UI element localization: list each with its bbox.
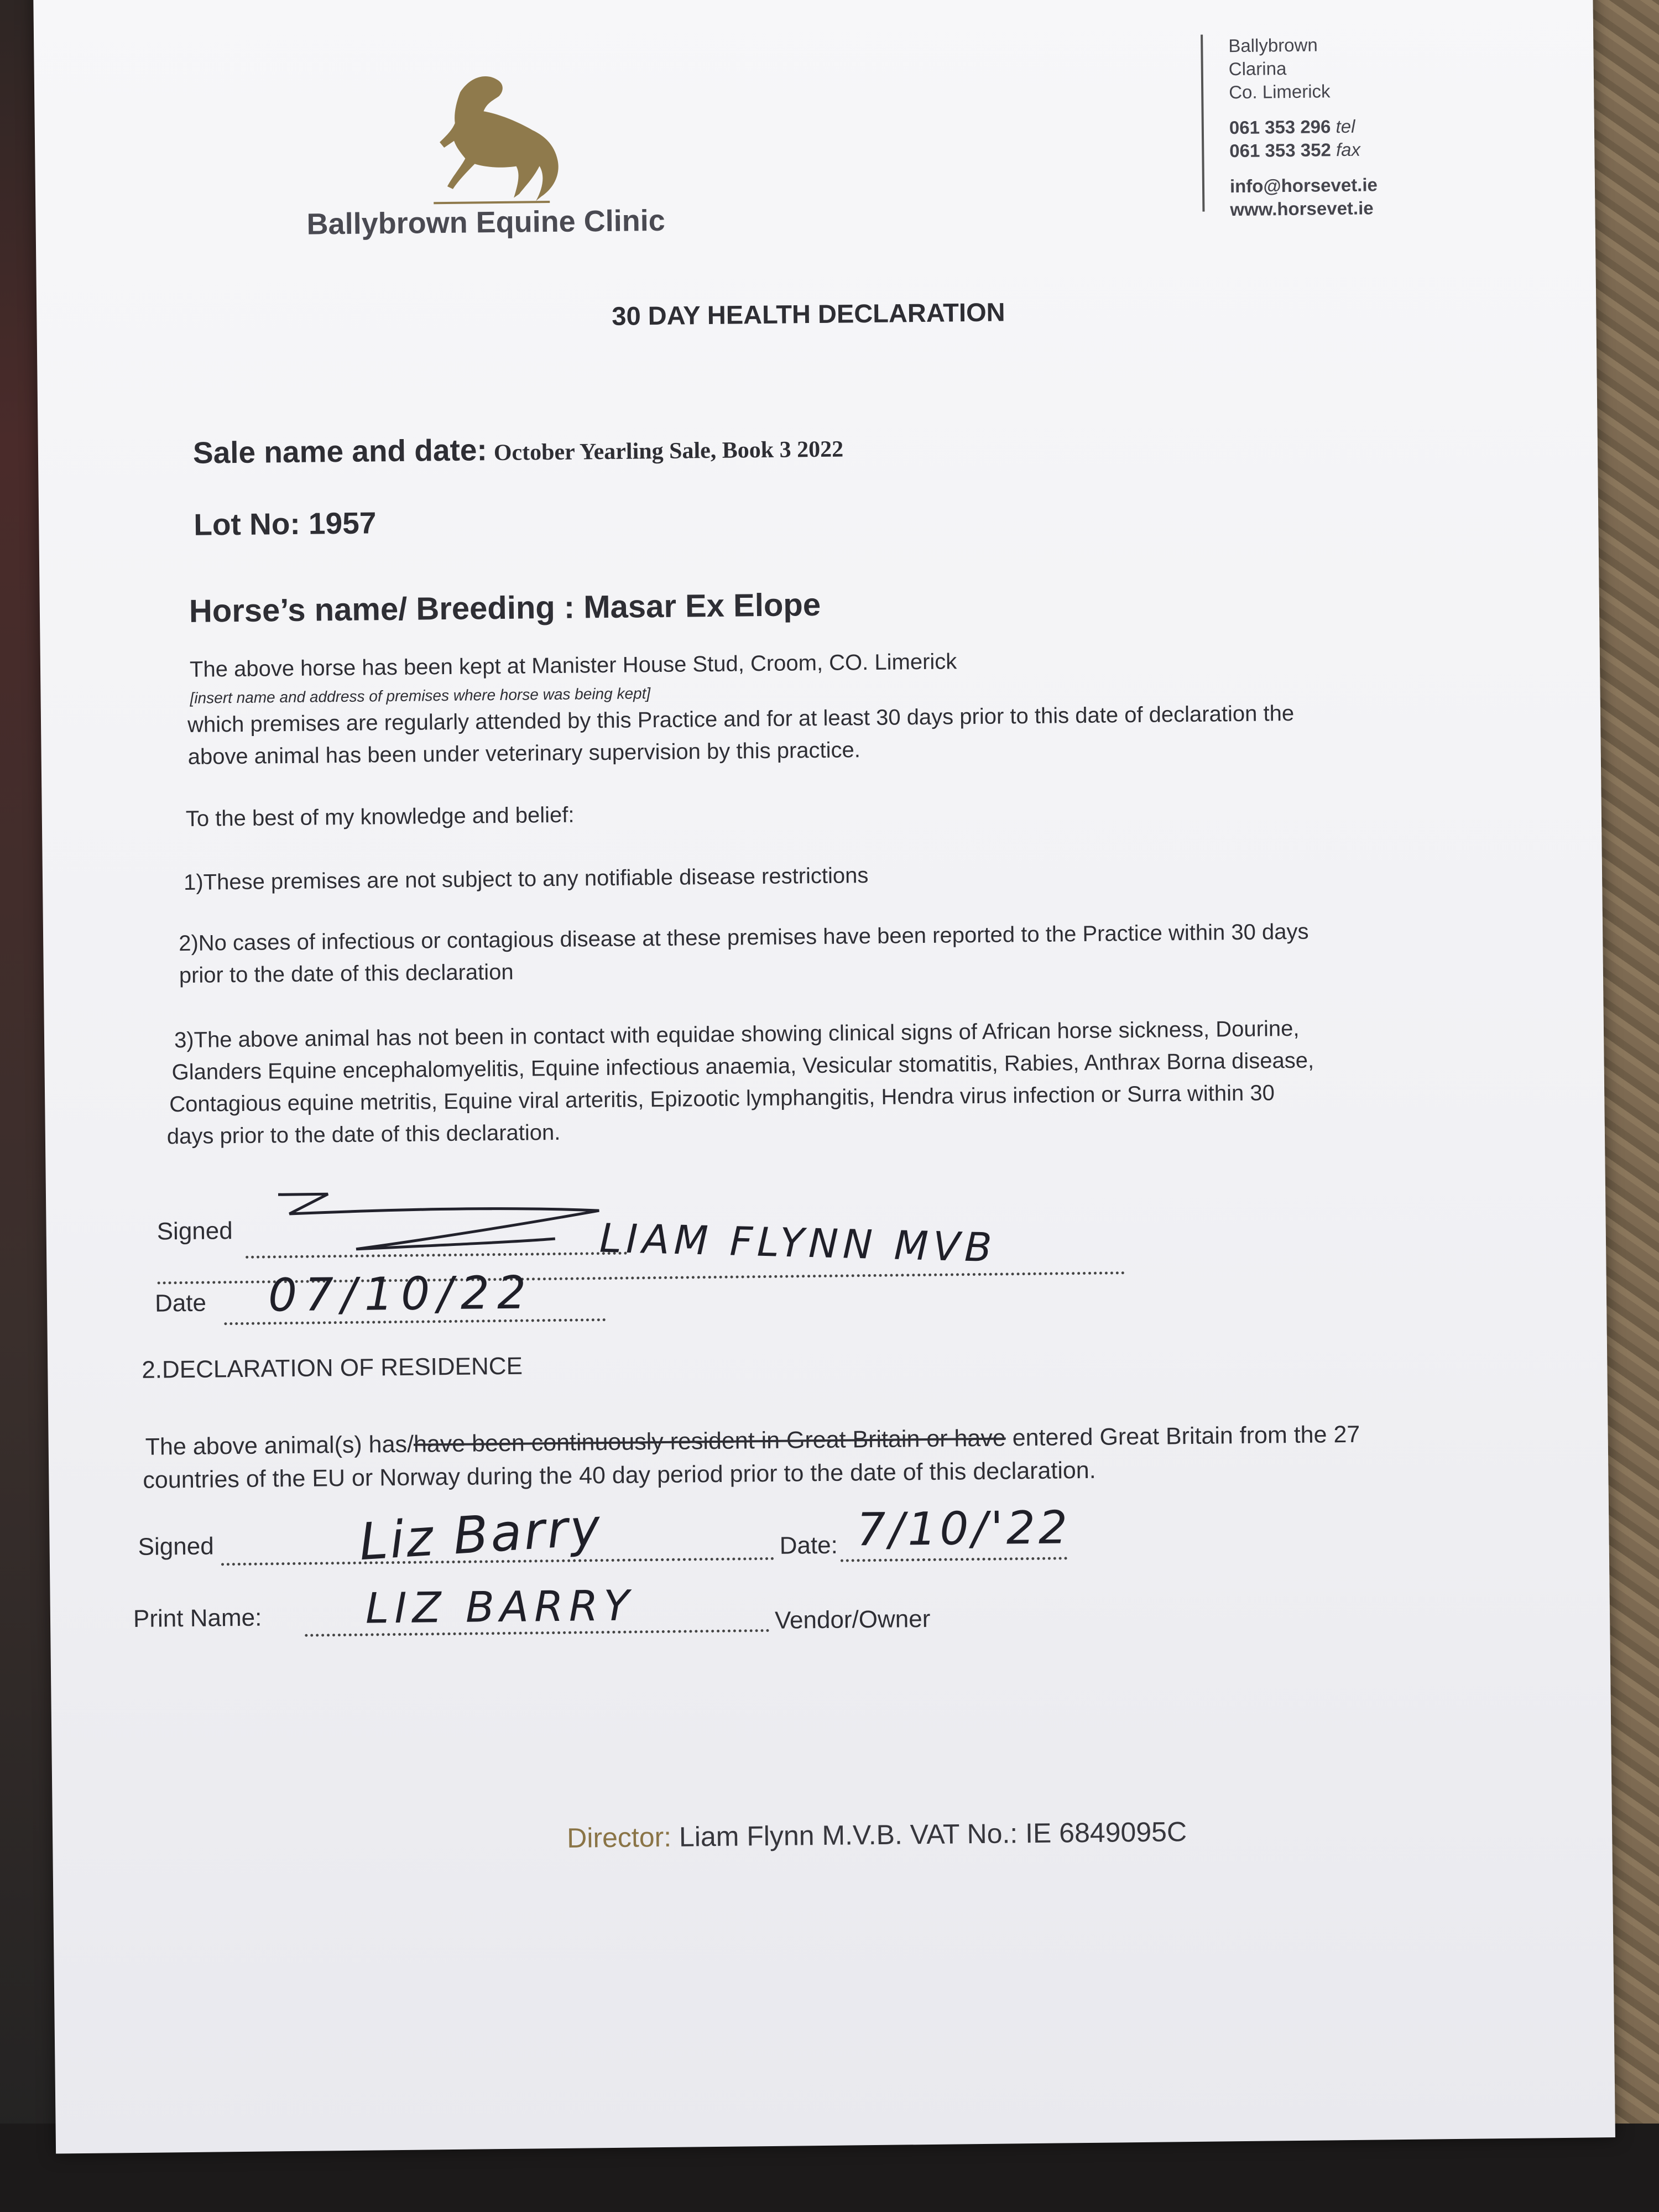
residence-title: 2.DECLARATION OF RESIDENCE <box>142 1352 523 1384</box>
vet-signed-label: Signed <box>156 1217 233 1245</box>
address-line: Co. Limerick <box>1229 81 1331 103</box>
vet-signature-scribble <box>267 1185 644 1261</box>
clause-3-line-4: days prior to the date of this declaration. <box>166 1120 561 1149</box>
residence-text-end: entered Great Britain from the 27 <box>1005 1421 1360 1452</box>
residence-line-1 <box>145 1418 1360 1463</box>
address-line: Ballybrown <box>1228 34 1318 56</box>
phone-line <box>1229 114 1377 139</box>
clinic-name: Ballybrown Equine Clinic <box>306 204 665 241</box>
sale-label: Sale name and date: <box>192 432 488 470</box>
fax-label: fax <box>1335 139 1361 160</box>
horse-name: Horse’s name/ Breeding : Masar Ex Elope <box>189 586 821 629</box>
clause-3-line-2: Glanders Equine encephalomyelitis, Equine infectious anaemia, Vesicular stomatitis, Rabies, Anthrax Borna disease, <box>171 1048 1314 1085</box>
print-name-value: LIZ BARRY <box>365 1580 635 1633</box>
vendor-owner-label: Vendor/Owner <box>774 1605 931 1634</box>
premises-line-3: above animal has been under veterinary supervision by this practice. <box>187 738 861 769</box>
premises-hint: [insert name and address of premises where horse was being kept] <box>190 685 651 707</box>
declaration-document <box>33 0 1615 2154</box>
premises-line-2: which premises are regularly attended by this Practice and for at least 30 days prior to this date of declaration the <box>187 701 1295 737</box>
owner-date-value: 7/10/'22 <box>856 1501 1071 1557</box>
clause-1: 1)These premises are not subject to any notifiable disease restrictions <box>183 863 869 895</box>
clause-3-line-3: Contagious equine metritis, Equine viral arteritis, Epizootic lymphangitis, Hendra virus infection or Surra within 30 <box>169 1081 1275 1117</box>
email-address: info@horsevet.ie <box>1229 174 1378 197</box>
residence-line-2: countries of the EU or Norway during the 40 day period prior to the date of this declaration. <box>143 1457 1096 1494</box>
belief-intro: To the best of my knowledge and belief: <box>185 802 575 831</box>
tel-number: 061 353 296 <box>1229 116 1331 138</box>
owner-date-line <box>841 1557 1067 1562</box>
premises-line-1: The above horse has been kept at Manister House Stud, Croom, CO. Limerick <box>189 649 957 682</box>
footer <box>567 1815 1187 1854</box>
address-line: Clarina <box>1228 58 1287 80</box>
fax-line <box>1229 138 1377 163</box>
tel-label: tel <box>1335 116 1355 137</box>
sale-line <box>193 428 844 470</box>
vet-printed-name: LIAM FLYNN MVB <box>599 1214 997 1271</box>
clause-2-line-2: prior to the date of this declaration <box>179 959 514 988</box>
director-text: Liam Flynn M.V.B. VAT No.: IE 6849095C <box>671 1816 1187 1853</box>
lot-number: Lot No: 1957 <box>193 505 377 542</box>
residence-text: The above animal(s) has/ <box>145 1431 414 1460</box>
address-block <box>1228 33 1378 221</box>
owner-signature: Liz Barry <box>357 1497 604 1572</box>
website-address: www.horsevet.ie <box>1230 197 1374 220</box>
document-title: 30 DAY HEALTH DECLARATION <box>612 297 1005 331</box>
struck-text: have been continuously resident in Great Britain or have <box>413 1425 1006 1458</box>
print-name-label: Print Name: <box>133 1604 262 1633</box>
sale-value: October Yearling Sale, Book 3 2022 <box>493 436 844 466</box>
clause-3-line-1: 3)The above animal has not been in contact with equidae showing clinical signs of African horse sickness, Dourine, <box>174 1016 1300 1053</box>
address-divider <box>1201 35 1204 212</box>
owner-signed-label: Signed <box>138 1532 214 1561</box>
owner-date-label: Date: <box>779 1531 838 1559</box>
fax-number: 061 353 352 <box>1229 139 1332 161</box>
horse-logo-icon <box>421 69 578 208</box>
clause-2-line-1: 2)No cases of infectious or contagious disease at these premises have been reported to the Practice within 30 days <box>178 919 1309 956</box>
vet-date-label: Date <box>154 1289 207 1317</box>
vet-date-value: 07/10/22 <box>268 1266 534 1322</box>
director-label: Director: <box>566 1821 672 1854</box>
